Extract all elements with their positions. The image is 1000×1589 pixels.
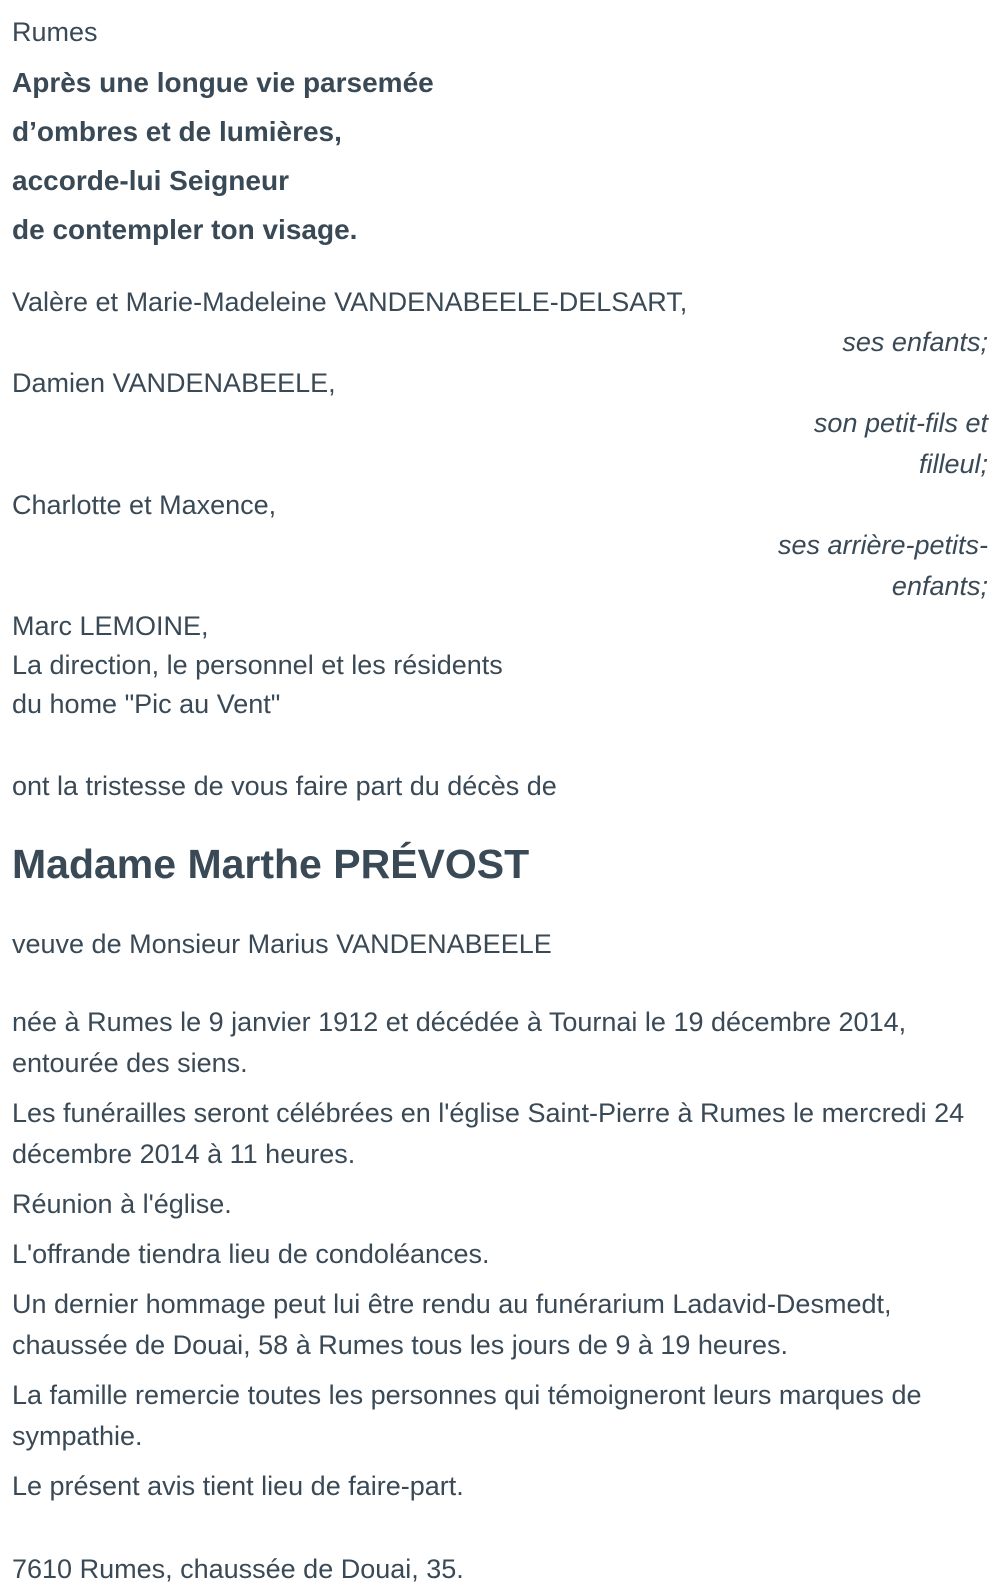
relative-entry [12, 363, 988, 485]
epitaph-line: accorde-lui Seigneur [12, 165, 289, 196]
relative-relation: ses enfants; [842, 327, 988, 357]
body-paragraph: née à Rumes le 9 janvier 1912 et décédée à Tournai le 19 décembre 2014, entourée des siens. [12, 1007, 907, 1078]
widow-line: veuve de Monsieur Marius VANDENABEELE [12, 929, 552, 959]
relative-relation: ses arrière-petits-enfants; [777, 530, 988, 601]
mourner-line: Marc LEMOINE, [12, 611, 209, 641]
body-paragraph: Le présent avis tient lieu de faire-part. [12, 1471, 464, 1501]
relative-relation: son petit-fils et filleul; [813, 408, 988, 479]
body-paragraph: L'offrande tiendra lieu de condoléances. [12, 1239, 490, 1269]
mourner-line: La direction, le personnel et les résidents [12, 650, 503, 680]
relative-names: Charlotte et Maxence, [12, 490, 277, 520]
epitaph [12, 58, 988, 254]
address-line: 7610 Rumes, chaussée de Douai, 35. [12, 1554, 464, 1584]
relative-names: Damien VANDENABEELE, [12, 368, 336, 398]
relatives-list [12, 282, 988, 607]
relative-entry [12, 485, 988, 607]
place-line: Rumes [12, 17, 98, 47]
body-paragraph: Les funérailles seront célébrées en l'église Saint-Pierre à Rumes le mercredi 24 décembre 2014 à 11 heures. [12, 1098, 965, 1169]
mourners-list [12, 607, 988, 724]
deceased-name: Madame Marthe PRÉVOST [12, 841, 530, 887]
relative-names: Valère et Marie-Madeleine VANDENABEELE-DELSART, [12, 287, 688, 317]
body-paragraph: La famille remercie toutes les personnes qui témoigneront leurs marques de sympathie. [12, 1380, 922, 1451]
body-paragraph: Réunion à l'église. [12, 1189, 232, 1219]
epitaph-line: Après une longue vie parsemée [12, 67, 434, 98]
announcement-line: ont la tristesse de vous faire part du décès de [12, 771, 557, 801]
funeral-details [12, 1002, 988, 1507]
epitaph-line: de contempler ton visage. [12, 214, 358, 245]
relative-entry [12, 282, 988, 363]
epitaph-line: d’ombres et de lumières, [12, 116, 342, 147]
mourner-line: du home "Pic au Vent" [12, 689, 281, 719]
body-paragraph: Un dernier hommage peut lui être rendu au funérarium Ladavid-Desmedt, chaussée de Douai, 58 à Rumes tous les jours de 9 à 19 heures. [12, 1289, 892, 1360]
